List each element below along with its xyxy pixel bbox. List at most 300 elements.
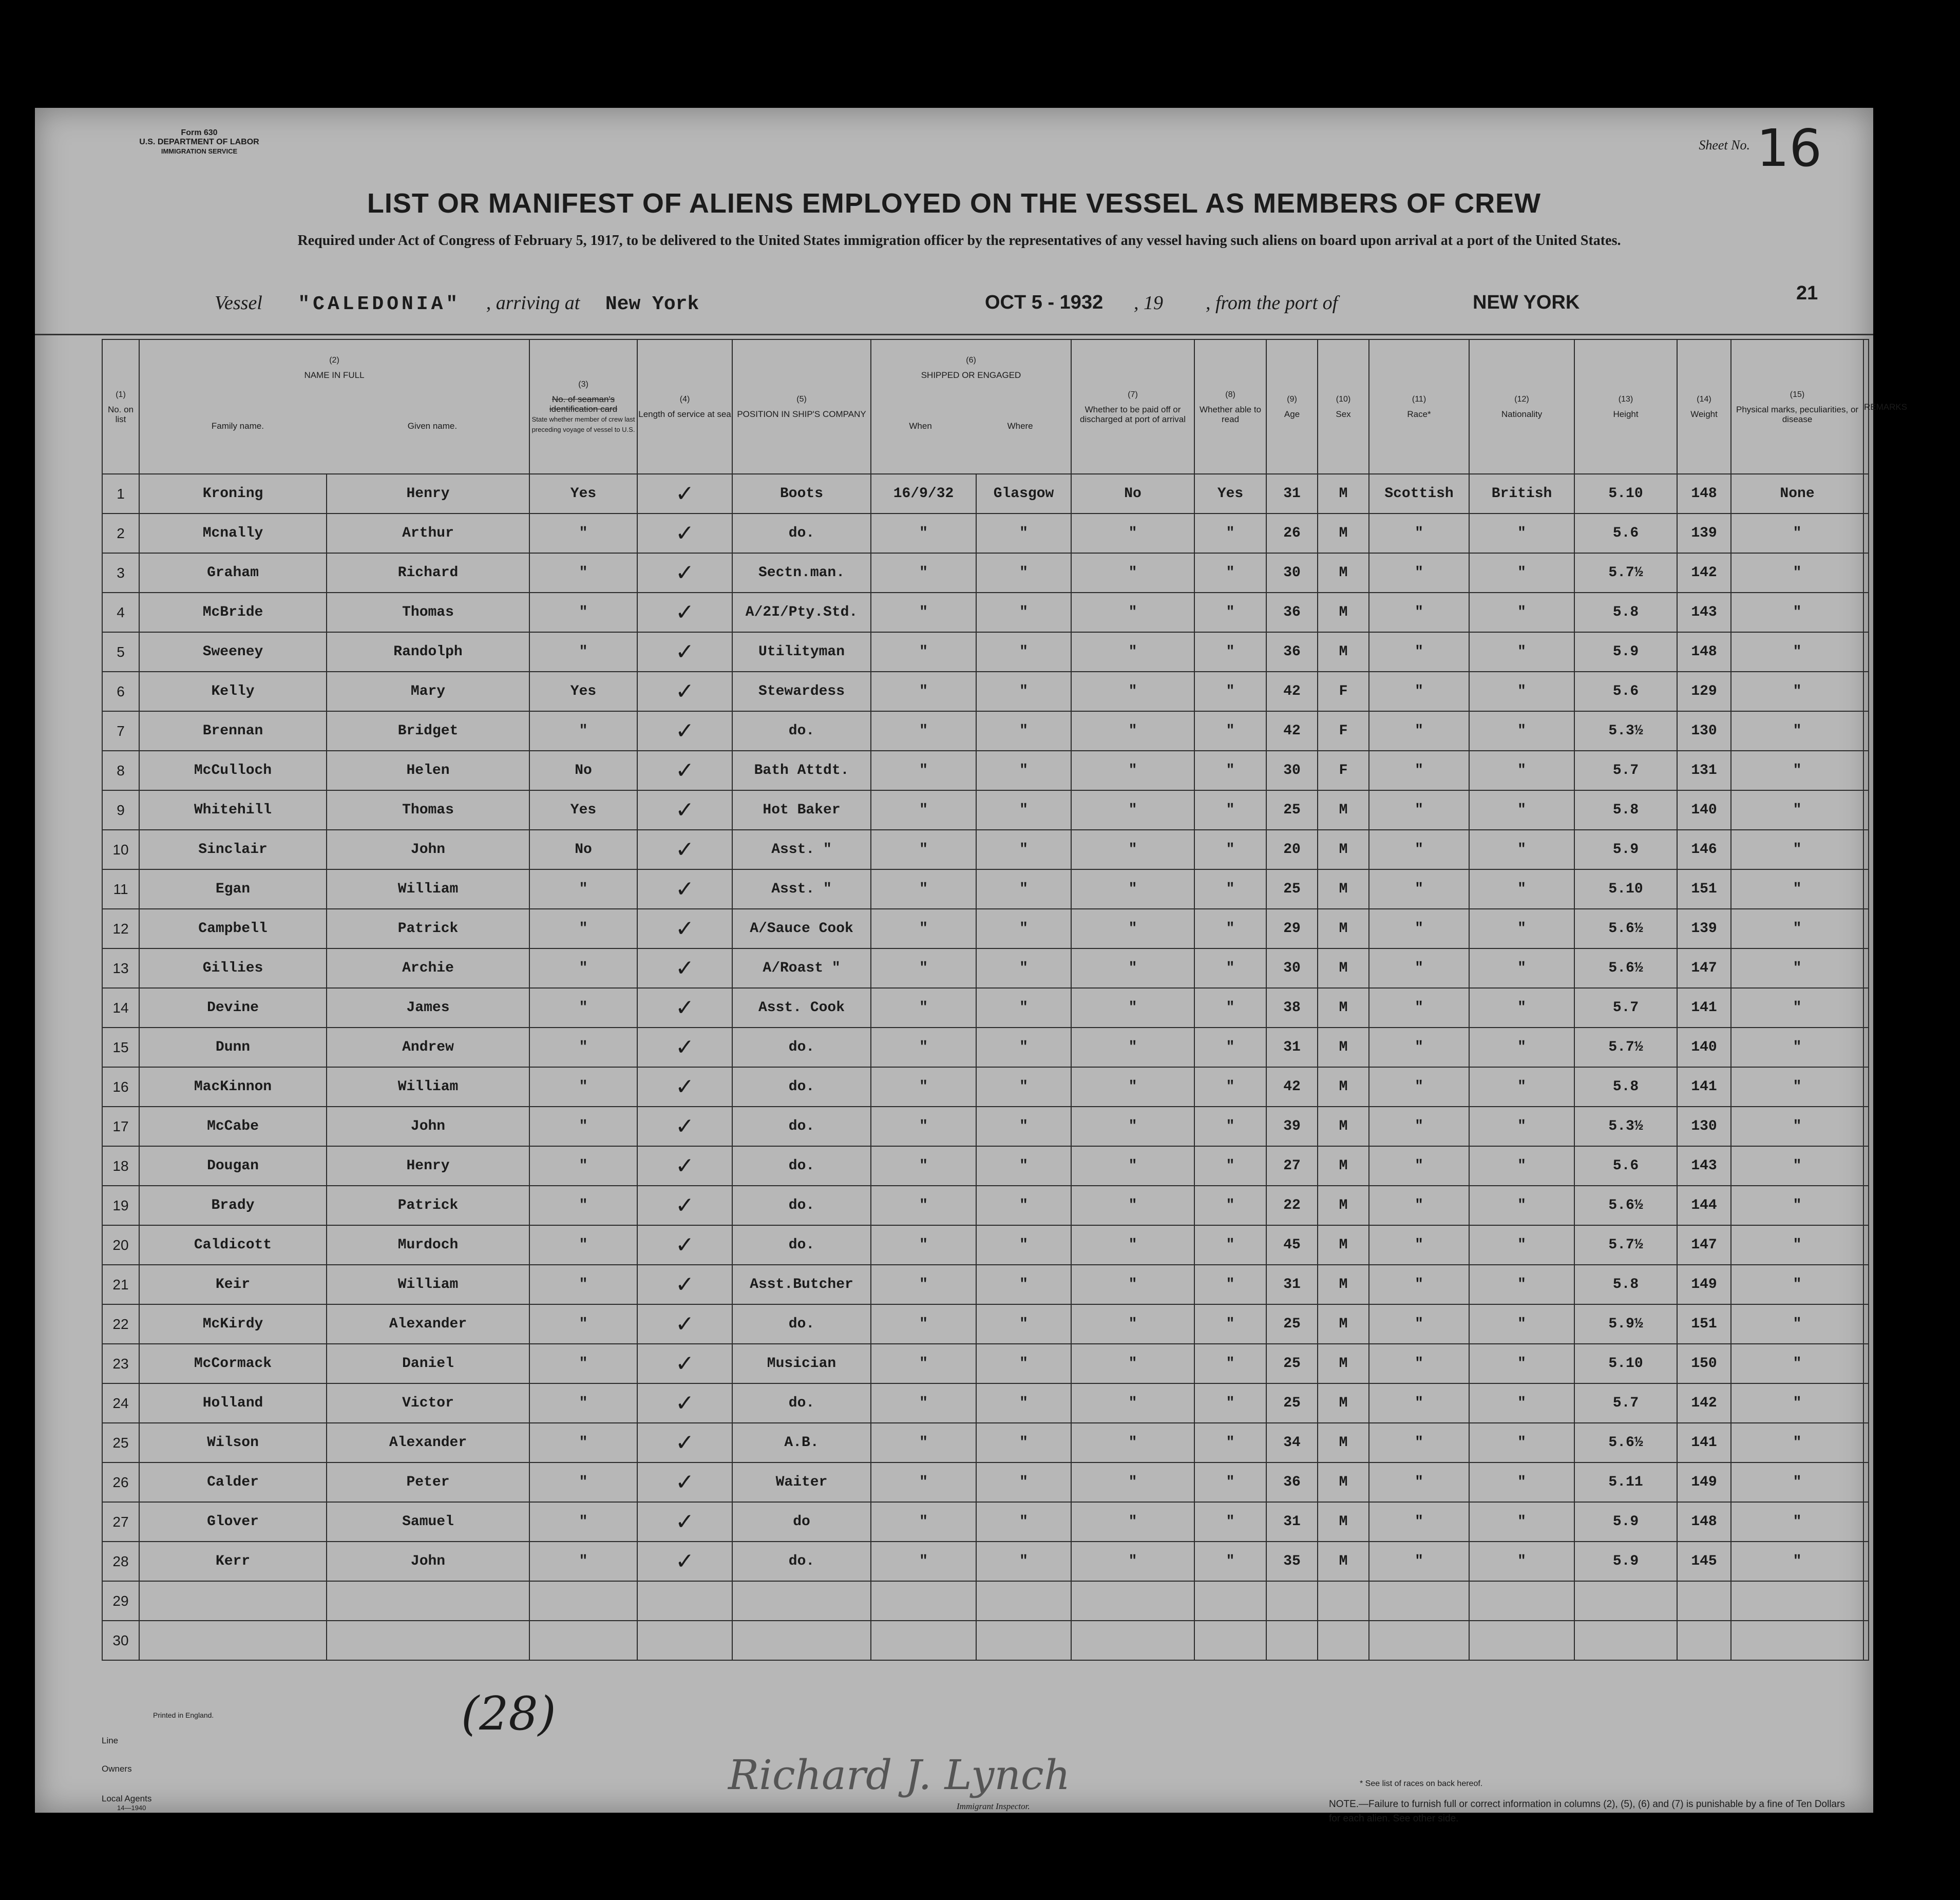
- document-title: LIST OR MANIFEST OF ALIENS EMPLOYED ON THE VESSEL AS MEMBERS OF CREW: [367, 188, 1542, 219]
- previous-voyage-cell: ": [529, 1542, 637, 1581]
- position-cell: Asst. ": [732, 830, 871, 869]
- remarks-cell: [1863, 1186, 1869, 1225]
- family-name-cell: Mcnally: [139, 514, 327, 553]
- shipped-where-cell: ": [976, 1344, 1071, 1383]
- paid-off-cell: ": [1071, 593, 1194, 632]
- remarks-cell: [1863, 1581, 1869, 1621]
- sex-cell: M: [1318, 869, 1369, 909]
- able-to-read-cell: ": [1194, 1028, 1266, 1067]
- race-cell: ": [1369, 593, 1469, 632]
- weight-cell: 148: [1677, 1502, 1731, 1542]
- remarks-cell: [1863, 711, 1869, 751]
- nationality-cell: ": [1469, 1344, 1574, 1383]
- paid-off-cell: ": [1071, 1146, 1194, 1186]
- nationality-cell: ": [1469, 672, 1574, 711]
- service-check-cell: ✓: [637, 1028, 732, 1067]
- nationality-cell: ": [1469, 1225, 1574, 1265]
- height-cell: 5.6½: [1574, 1186, 1677, 1225]
- nationality-cell: ": [1469, 869, 1574, 909]
- able-to-read-cell: ": [1194, 1304, 1266, 1344]
- able-to-read-cell: ": [1194, 711, 1266, 751]
- family-name-cell: Glover: [139, 1502, 327, 1542]
- age-cell: 25: [1266, 1383, 1318, 1423]
- nationality-cell: ": [1469, 1542, 1574, 1581]
- position-cell: Musician: [732, 1344, 871, 1383]
- col-remarks-header: REMARKS: [1863, 339, 1869, 474]
- able-to-read-cell: ": [1194, 1107, 1266, 1146]
- agents-label: Local Agents: [102, 1794, 152, 1803]
- paid-off-cell: ": [1071, 869, 1194, 909]
- weight-cell: 141: [1677, 1067, 1731, 1107]
- table-row: [102, 1067, 1869, 1107]
- height-cell: 5.7: [1574, 988, 1677, 1028]
- race-cell: [1369, 1581, 1469, 1621]
- table-row: [102, 1186, 1869, 1225]
- able-to-read-cell: ": [1194, 1542, 1266, 1581]
- height-cell: 5.8: [1574, 790, 1677, 830]
- nationality-cell: British: [1469, 474, 1574, 514]
- family-name-cell: Gillies: [139, 948, 327, 988]
- shipped-where-cell: ": [976, 1423, 1071, 1462]
- position-cell: do.: [732, 1107, 871, 1146]
- arrival-date-stamp: OCT 5 - 1932: [985, 292, 1103, 313]
- table-row: [102, 514, 1869, 553]
- service-check-cell: ✓: [637, 1067, 732, 1107]
- race-cell: Scottish: [1369, 474, 1469, 514]
- paid-off-cell: ": [1071, 751, 1194, 790]
- age-cell: 30: [1266, 751, 1318, 790]
- table-row: [102, 1107, 1869, 1146]
- age-cell: 29: [1266, 909, 1318, 948]
- nationality-cell: ": [1469, 1107, 1574, 1146]
- shipped-when-cell: ": [871, 1225, 976, 1265]
- remarks-cell: [1863, 988, 1869, 1028]
- row-number-cell: 6: [102, 672, 139, 711]
- physical-marks-cell: ": [1731, 1383, 1863, 1423]
- age-cell: [1266, 1621, 1318, 1660]
- race-cell: ": [1369, 553, 1469, 593]
- position-cell: A/2I/Pty.Std.: [732, 593, 871, 632]
- position-cell: do.: [732, 514, 871, 553]
- shipped-where-cell: ": [976, 830, 1071, 869]
- shipped-where-cell: ": [976, 514, 1071, 553]
- previous-voyage-cell: [529, 1581, 637, 1621]
- age-cell: 26: [1266, 514, 1318, 553]
- race-cell: ": [1369, 1028, 1469, 1067]
- height-cell: 5.7½: [1574, 553, 1677, 593]
- height-cell: 5.7½: [1574, 1028, 1677, 1067]
- shipped-where-cell: [976, 1621, 1071, 1660]
- table-row: [102, 632, 1869, 672]
- row-number-cell: 20: [102, 1225, 139, 1265]
- paid-off-cell: ": [1071, 1107, 1194, 1146]
- family-name-cell: Wilson: [139, 1423, 327, 1462]
- row-number-cell: 23: [102, 1344, 139, 1383]
- sex-cell: M: [1318, 909, 1369, 948]
- weight-cell: 131: [1677, 751, 1731, 790]
- given-name-cell: Henry: [327, 1146, 529, 1186]
- total-count-note: (28): [461, 1687, 556, 1741]
- physical-marks-cell: ": [1731, 1423, 1863, 1462]
- service-check-cell: ✓: [637, 1344, 732, 1383]
- col-height-header: (13) Height: [1574, 339, 1677, 474]
- table-row: [102, 672, 1869, 711]
- shipped-when-cell: ": [871, 751, 976, 790]
- remarks-cell: [1863, 672, 1869, 711]
- age-cell: 42: [1266, 711, 1318, 751]
- family-name-cell: MacKinnon: [139, 1067, 327, 1107]
- paid-off-cell: ": [1071, 1462, 1194, 1502]
- service-check-cell: [637, 1581, 732, 1621]
- age-cell: 38: [1266, 988, 1318, 1028]
- remarks-cell: [1863, 1462, 1869, 1502]
- paid-off-cell: ": [1071, 632, 1194, 672]
- row-number-cell: 24: [102, 1383, 139, 1423]
- given-name-cell: Daniel: [327, 1344, 529, 1383]
- family-name-cell: McCulloch: [139, 751, 327, 790]
- agents-code: 14—1940: [117, 1804, 146, 1812]
- weight-cell: 144: [1677, 1186, 1731, 1225]
- shipped-when-cell: ": [871, 711, 976, 751]
- form-header: [107, 128, 292, 156]
- physical-marks-cell: ": [1731, 514, 1863, 553]
- weight-cell: 147: [1677, 948, 1731, 988]
- nationality-cell: ": [1469, 1067, 1574, 1107]
- given-name-cell: William: [327, 869, 529, 909]
- shipped-when-cell: ": [871, 909, 976, 948]
- remarks-cell: [1863, 948, 1869, 988]
- race-cell: ": [1369, 751, 1469, 790]
- row-number-cell: 5: [102, 632, 139, 672]
- race-cell: ": [1369, 790, 1469, 830]
- height-cell: 5.9: [1574, 632, 1677, 672]
- shipped-when-cell: ": [871, 790, 976, 830]
- position-cell: Stewardess: [732, 672, 871, 711]
- sex-cell: M: [1318, 514, 1369, 553]
- previous-voyage-cell: ": [529, 1067, 637, 1107]
- nationality-cell: ": [1469, 1146, 1574, 1186]
- able-to-read-cell: ": [1194, 948, 1266, 988]
- race-cell: ": [1369, 711, 1469, 751]
- shipped-where-cell: ": [976, 1304, 1071, 1344]
- able-to-read-cell: ": [1194, 1462, 1266, 1502]
- shipped-where-cell: ": [976, 1542, 1071, 1581]
- previous-voyage-cell: ": [529, 1462, 637, 1502]
- age-cell: 36: [1266, 593, 1318, 632]
- previous-voyage-cell: [529, 1621, 637, 1660]
- weight-cell: 143: [1677, 1146, 1731, 1186]
- sheet-number-label: Sheet No.: [1699, 138, 1750, 153]
- race-cell: ": [1369, 948, 1469, 988]
- given-name-cell: Thomas: [327, 790, 529, 830]
- crew-table-body: [102, 474, 1869, 1660]
- table-row: [102, 1621, 1869, 1660]
- able-to-read-cell: ": [1194, 1225, 1266, 1265]
- shipped-where-cell: ": [976, 948, 1071, 988]
- remarks-cell: [1863, 909, 1869, 948]
- nationality-cell: ": [1469, 1028, 1574, 1067]
- shipped-when-cell: ": [871, 1146, 976, 1186]
- given-name-cell: Patrick: [327, 1186, 529, 1225]
- weight-cell: 140: [1677, 790, 1731, 830]
- family-name-cell: Graham: [139, 553, 327, 593]
- able-to-read-cell: ": [1194, 1146, 1266, 1186]
- nationality-cell: ": [1469, 632, 1574, 672]
- height-cell: 5.6½: [1574, 948, 1677, 988]
- position-cell: do.: [732, 1146, 871, 1186]
- able-to-read-cell: ": [1194, 869, 1266, 909]
- col-name-header: (2) NAME IN FULL Family name. Given name.: [139, 339, 529, 474]
- shipped-where-cell: [976, 1581, 1071, 1621]
- position-cell: do.: [732, 1304, 871, 1344]
- row-number-cell: 9: [102, 790, 139, 830]
- height-cell: 5.6: [1574, 1146, 1677, 1186]
- physical-marks-cell: ": [1731, 830, 1863, 869]
- weight-cell: 139: [1677, 514, 1731, 553]
- row-number-cell: 1: [102, 474, 139, 514]
- previous-voyage-cell: ": [529, 1186, 637, 1225]
- nationality-cell: ": [1469, 1383, 1574, 1423]
- table-row: [102, 474, 1869, 514]
- service-check-cell: ✓: [637, 830, 732, 869]
- sex-cell: M: [1318, 1542, 1369, 1581]
- weight-cell: 142: [1677, 553, 1731, 593]
- remarks-cell: [1863, 1265, 1869, 1304]
- weight-cell: 142: [1677, 1383, 1731, 1423]
- row-number-cell: 28: [102, 1542, 139, 1581]
- sex-cell: F: [1318, 751, 1369, 790]
- sex-cell: M: [1318, 830, 1369, 869]
- family-name-cell: Kroning: [139, 474, 327, 514]
- service-check-cell: ✓: [637, 1304, 732, 1344]
- shipped-where-cell: ": [976, 988, 1071, 1028]
- height-cell: 5.8: [1574, 1067, 1677, 1107]
- physical-marks-cell: ": [1731, 1146, 1863, 1186]
- table-row: [102, 1265, 1869, 1304]
- given-name-cell: Alexander: [327, 1423, 529, 1462]
- height-cell: 5.7½: [1574, 1225, 1677, 1265]
- family-name-cell: Dougan: [139, 1146, 327, 1186]
- race-cell: ": [1369, 1383, 1469, 1423]
- service-check-cell: ✓: [637, 1186, 732, 1225]
- shipped-when-cell: ": [871, 593, 976, 632]
- able-to-read-cell: ": [1194, 1502, 1266, 1542]
- age-cell: 36: [1266, 632, 1318, 672]
- nationality-cell: ": [1469, 1423, 1574, 1462]
- shipped-when-cell: ": [871, 672, 976, 711]
- year-prefix: , 19: [1134, 292, 1163, 314]
- given-name-cell: [327, 1581, 529, 1621]
- previous-voyage-cell: ": [529, 1502, 637, 1542]
- weight-cell: 130: [1677, 1107, 1731, 1146]
- family-name-cell: McCabe: [139, 1107, 327, 1146]
- sex-cell: M: [1318, 1344, 1369, 1383]
- age-cell: 35: [1266, 1542, 1318, 1581]
- remarks-cell: [1863, 1344, 1869, 1383]
- paid-off-cell: ": [1071, 1383, 1194, 1423]
- weight-cell: 145: [1677, 1542, 1731, 1581]
- given-name-cell: James: [327, 988, 529, 1028]
- paid-off-cell: ": [1071, 553, 1194, 593]
- table-row: [102, 1423, 1869, 1462]
- header-rule: [35, 334, 1873, 335]
- service-check-cell: ✓: [637, 553, 732, 593]
- given-name-cell: Alexander: [327, 1304, 529, 1344]
- previous-voyage-cell: No: [529, 751, 637, 790]
- position-cell: Sectn.man.: [732, 553, 871, 593]
- family-name-cell: Calder: [139, 1462, 327, 1502]
- sex-cell: M: [1318, 1462, 1369, 1502]
- previous-voyage-cell: ": [529, 1146, 637, 1186]
- position-cell: Utilityman: [732, 632, 871, 672]
- sex-cell: M: [1318, 1225, 1369, 1265]
- row-number-cell: 29: [102, 1581, 139, 1621]
- table-row: [102, 1462, 1869, 1502]
- family-name-cell: Whitehill: [139, 790, 327, 830]
- given-name-cell: John: [327, 1542, 529, 1581]
- shipped-when-cell: ": [871, 1186, 976, 1225]
- position-cell: [732, 1621, 871, 1660]
- shipped-when-cell: ": [871, 988, 976, 1028]
- shipped-where-cell: ": [976, 1028, 1071, 1067]
- shipped-when-cell: ": [871, 514, 976, 553]
- previous-voyage-cell: Yes: [529, 790, 637, 830]
- service-check-cell: ✓: [637, 593, 732, 632]
- weight-cell: 140: [1677, 1028, 1731, 1067]
- family-name-cell: Campbell: [139, 909, 327, 948]
- remarks-cell: [1863, 830, 1869, 869]
- races-note: * See list of races on back hereof.: [1360, 1779, 1483, 1788]
- weight-cell: 151: [1677, 869, 1731, 909]
- remarks-cell: [1863, 790, 1869, 830]
- race-cell: [1369, 1621, 1469, 1660]
- nationality-cell: ": [1469, 790, 1574, 830]
- family-name-cell: McCormack: [139, 1344, 327, 1383]
- remarks-cell: [1863, 1621, 1869, 1660]
- weight-cell: 151: [1677, 1304, 1731, 1344]
- row-number-cell: 15: [102, 1028, 139, 1067]
- nationality-cell: ": [1469, 593, 1574, 632]
- printed-note: Printed in England.: [153, 1711, 214, 1719]
- sex-cell: M: [1318, 1423, 1369, 1462]
- nationality-cell: ": [1469, 553, 1574, 593]
- row-number-cell: 22: [102, 1304, 139, 1344]
- row-number-cell: 18: [102, 1146, 139, 1186]
- service-check-cell: ✓: [637, 1423, 732, 1462]
- owners-label: Owners: [102, 1764, 132, 1774]
- col-read-header: (8) Whether able to read: [1194, 339, 1266, 474]
- row-number-cell: 27: [102, 1502, 139, 1542]
- service-check-cell: ✓: [637, 1462, 732, 1502]
- weight-cell: [1677, 1581, 1731, 1621]
- service: IMMIGRATION SERVICE: [161, 147, 238, 155]
- age-cell: 31: [1266, 474, 1318, 514]
- position-cell: Asst. Cook: [732, 988, 871, 1028]
- height-cell: 5.11: [1574, 1462, 1677, 1502]
- nationality-cell: ": [1469, 751, 1574, 790]
- shipped-where-cell: ": [976, 869, 1071, 909]
- row-number-cell: 11: [102, 869, 139, 909]
- previous-voyage-cell: ": [529, 1225, 637, 1265]
- previous-voyage-cell: ": [529, 1344, 637, 1383]
- race-cell: ": [1369, 632, 1469, 672]
- shipped-when-cell: ": [871, 632, 976, 672]
- height-cell: 5.9½: [1574, 1304, 1677, 1344]
- sex-cell: M: [1318, 1028, 1369, 1067]
- age-cell: 25: [1266, 1304, 1318, 1344]
- sex-cell: M: [1318, 988, 1369, 1028]
- previous-voyage-cell: ": [529, 869, 637, 909]
- row-number-cell: 14: [102, 988, 139, 1028]
- list-number: 21: [1796, 282, 1818, 304]
- physical-marks-cell: ": [1731, 1344, 1863, 1383]
- sex-cell: M: [1318, 1265, 1369, 1304]
- age-cell: 31: [1266, 1028, 1318, 1067]
- row-number-cell: 2: [102, 514, 139, 553]
- race-cell: ": [1369, 988, 1469, 1028]
- sex-cell: [1318, 1581, 1369, 1621]
- paid-off-cell: ": [1071, 1186, 1194, 1225]
- height-cell: 5.7: [1574, 1383, 1677, 1423]
- sex-cell: M: [1318, 553, 1369, 593]
- weight-cell: 129: [1677, 672, 1731, 711]
- previous-voyage-cell: ": [529, 988, 637, 1028]
- shipped-where-cell: ": [976, 632, 1071, 672]
- shipped-when-cell: [871, 1621, 976, 1660]
- given-name-cell: Arthur: [327, 514, 529, 553]
- remarks-cell: [1863, 1107, 1869, 1146]
- row-number-cell: 12: [102, 909, 139, 948]
- position-cell: do.: [732, 1067, 871, 1107]
- able-to-read-cell: ": [1194, 830, 1266, 869]
- table-row: [102, 711, 1869, 751]
- row-number-cell: 16: [102, 1067, 139, 1107]
- col-nationality-header: (12) Nationality: [1469, 339, 1574, 474]
- physical-marks-cell: ": [1731, 988, 1863, 1028]
- service-check-cell: ✓: [637, 1542, 732, 1581]
- row-number-cell: 10: [102, 830, 139, 869]
- age-cell: 36: [1266, 1462, 1318, 1502]
- inspector-label: Immigrant Inspector.: [957, 1801, 1030, 1811]
- shipped-where-cell: ": [976, 1107, 1071, 1146]
- family-name-cell: Sweeney: [139, 632, 327, 672]
- service-check-cell: ✓: [637, 909, 732, 948]
- age-cell: 34: [1266, 1423, 1318, 1462]
- weight-cell: 146: [1677, 830, 1731, 869]
- paid-off-cell: ": [1071, 1067, 1194, 1107]
- race-cell: ": [1369, 1502, 1469, 1542]
- shipped-when-cell: ": [871, 553, 976, 593]
- row-number-cell: 3: [102, 553, 139, 593]
- service-check-cell: ✓: [637, 1502, 732, 1542]
- position-cell: Asst. ": [732, 869, 871, 909]
- previous-voyage-cell: Yes: [529, 672, 637, 711]
- inspector-signature: Richard J. Lynch: [728, 1751, 1071, 1799]
- col-no-header: (1) No. on list: [102, 339, 139, 474]
- weight-cell: 139: [1677, 909, 1731, 948]
- row-number-cell: 4: [102, 593, 139, 632]
- document-subtitle: Required under Act of Congress of February 5, 1917, to be delivered to the United States immigration officer by the representatives of any vessel having such aliens on board upon arrival at a port of the United States.: [297, 233, 1621, 249]
- nationality-cell: ": [1469, 711, 1574, 751]
- physical-marks-cell: ": [1731, 1462, 1863, 1502]
- position-cell: do.: [732, 1028, 871, 1067]
- given-name-cell: William: [327, 1067, 529, 1107]
- sex-cell: M: [1318, 1304, 1369, 1344]
- shipped-where-cell: ": [976, 1383, 1071, 1423]
- table-row: [102, 1502, 1869, 1542]
- line-label: Line: [102, 1736, 119, 1745]
- table-row: [102, 1028, 1869, 1067]
